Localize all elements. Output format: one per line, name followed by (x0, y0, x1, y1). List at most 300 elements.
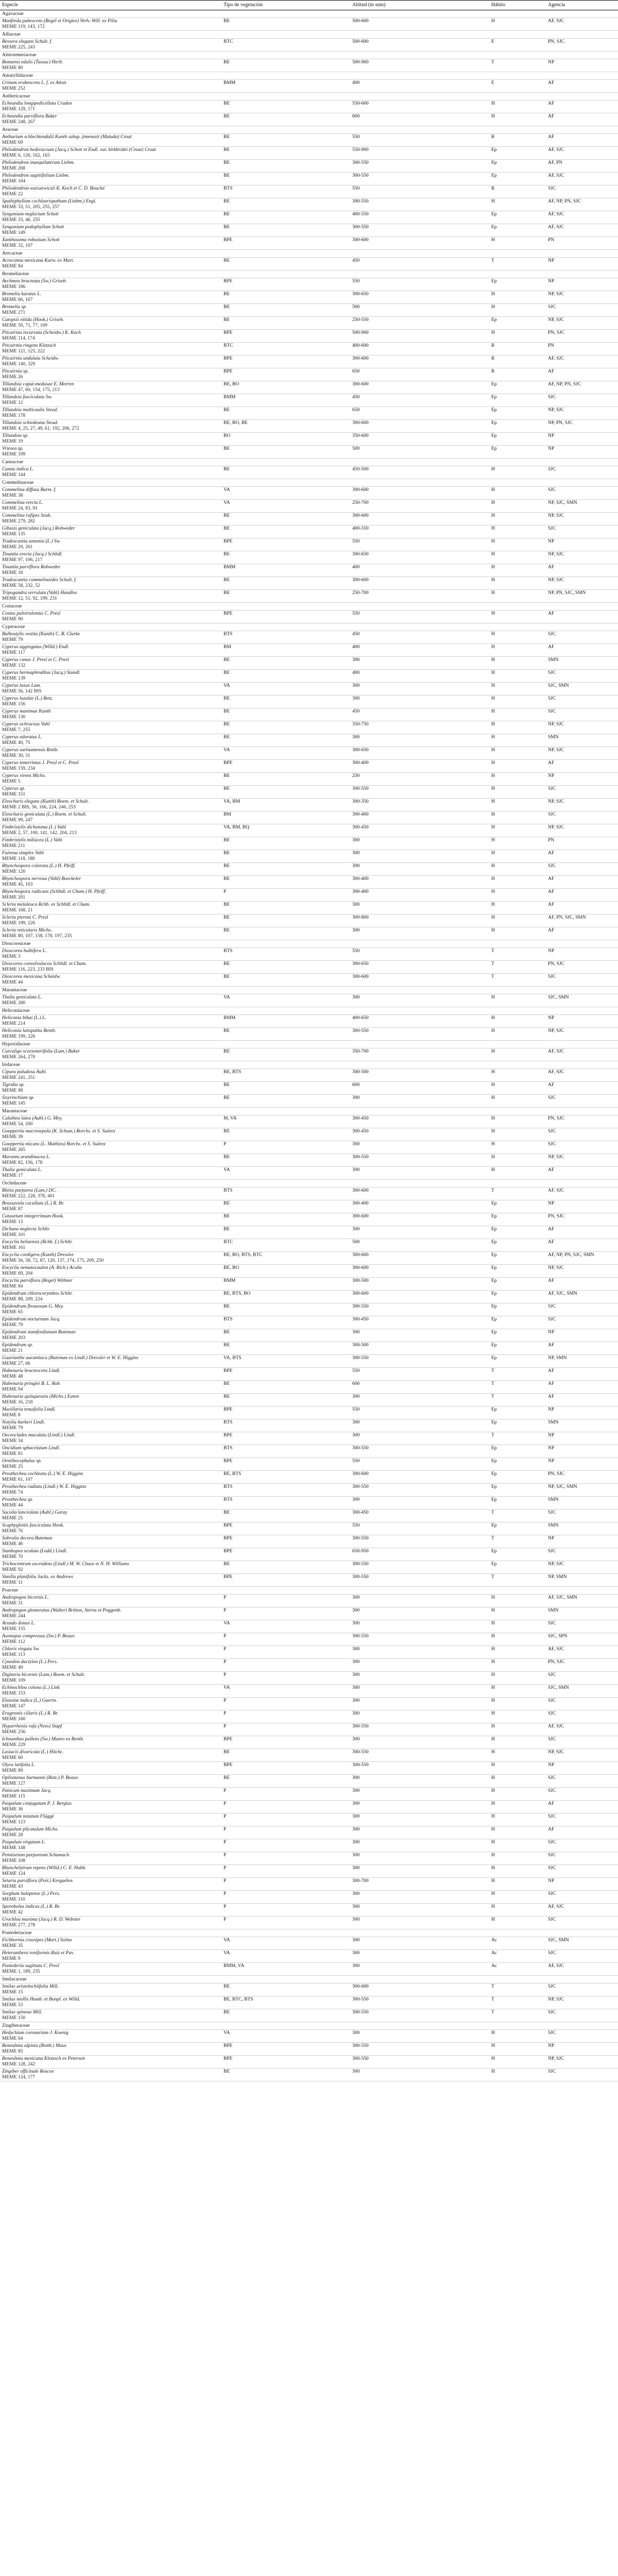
habit-value: H (489, 1698, 546, 1710)
species-cell (0, 1672, 221, 1685)
altitude-value: 300 (350, 1963, 489, 1976)
species-cell (0, 1522, 221, 1535)
agency-value: SJC (546, 526, 618, 538)
species-name: Tradescantia zanonia (L.) Sw. (2, 539, 61, 544)
altitude-value: 300 (350, 1950, 489, 1963)
species-row (0, 1839, 618, 1852)
altitude-value: 300 (350, 1672, 489, 1685)
species-cell (0, 278, 221, 291)
vegetation-type: BE (221, 1095, 350, 1108)
vegetation-type: BE (221, 1342, 350, 1355)
agency-value: AF (546, 1342, 618, 1355)
species-row (0, 185, 618, 198)
altitude-value: 400 (350, 644, 489, 657)
species-name: Philodendron sagittifolium Liebm. (2, 173, 70, 178)
species-cell (0, 1878, 221, 1891)
vegetation-type: BTS (221, 1497, 350, 1510)
vegetation-type: BMM, VA (221, 1963, 350, 1976)
family-name: Heliconiaceae (0, 1007, 618, 1015)
species-cell (0, 1595, 221, 1607)
agency-value: SJC (546, 1891, 618, 1904)
voucher-number: MEME 268 (2, 166, 26, 171)
species-row (0, 1984, 618, 1996)
species-name: Renealmia mexicana Klotzsch ex Petersen (2, 2056, 85, 2061)
voucher-number: MEME 40, 75 (2, 740, 30, 745)
species-row (0, 237, 618, 250)
vegetation-type: BE (221, 198, 350, 211)
voucher-number: MEME 120 (2, 869, 26, 874)
vegetation-type: BE (221, 526, 350, 538)
habit-value: H (489, 734, 546, 747)
altitude-value: 300-650 (350, 747, 489, 760)
vegetation-type: BTS (221, 185, 350, 198)
habit-value: R (489, 134, 546, 147)
species-row (0, 198, 618, 211)
voucher-number: MEME 110 (2, 1897, 25, 1902)
agency-value: NP (546, 1762, 618, 1775)
habit-value: Ep (489, 317, 546, 330)
agency-value: NP (546, 1015, 618, 1028)
altitude-value: 300-600 (350, 1984, 489, 1996)
altitude-value: 300-650 (350, 961, 489, 974)
habit-value: R (489, 368, 546, 381)
habit-value: H (489, 721, 546, 734)
habit-value: Ep (489, 1406, 546, 1419)
agency-value: SJC (546, 708, 618, 721)
species-name: Cyperus aggregatus (Willd.) Endl. (2, 645, 70, 650)
voucher-number: MEME 147 (2, 1704, 26, 1709)
agency-value: SJC (546, 466, 618, 479)
vegetation-type: VA (221, 1950, 350, 1963)
voucher-number: MEME 153 (2, 1691, 26, 1696)
habit-value: H (489, 824, 546, 837)
altitude-value: 300 (350, 1167, 489, 1180)
altitude-value: 300 (350, 1710, 489, 1723)
species-row (0, 1381, 618, 1394)
species-name: Axonopus compressus (Sw.) P. Beauv. (2, 1634, 76, 1639)
vegetation-type: P (221, 1659, 350, 1672)
voucher-number: MEME 118, 180 (2, 856, 35, 861)
family-row (0, 72, 618, 80)
species-row (0, 1917, 618, 1929)
habit-value: H (489, 611, 546, 623)
habit-value: H (489, 1672, 546, 1685)
habit-value: H (489, 564, 546, 577)
species-row (0, 1048, 618, 1061)
vegetation-type: BE (221, 1510, 350, 1522)
voucher-number: MEME 76 (2, 1529, 23, 1534)
table-header (0, 1, 618, 10)
species-row (0, 1950, 618, 1963)
species-name: Crinum erubescens L. f. ex Aiton (2, 80, 66, 86)
agency-value: AF, SJC (546, 1188, 618, 1200)
species-name: Eleocharis elegans (Kunth) Roem. et Schult. (2, 799, 89, 804)
voucher-number: MEME 132 (2, 663, 26, 668)
species-row (0, 734, 618, 747)
agency-value: AF, NP, PN, SJC (546, 381, 618, 394)
vegetation-type: BTC (221, 1239, 350, 1252)
family-name: Commelinaceae (0, 479, 618, 487)
agency-value: SJC (546, 1672, 618, 1685)
voucher-number: MEME 129, 171 (2, 107, 36, 112)
species-row (0, 1167, 618, 1180)
species-row (0, 317, 618, 330)
agency-value: SJC (546, 1548, 618, 1561)
agency-value: AF (546, 1826, 618, 1839)
altitude-value: 550 (350, 278, 489, 291)
altitude-value: 300-500 (350, 1342, 489, 1355)
voucher-number: MEME 229 (2, 1742, 26, 1748)
species-name: Encyclia nematocaulon (A. Rich.) Acuña (2, 1265, 82, 1270)
vegetation-type: VA (221, 1937, 350, 1950)
vegetation-type: VA, BTS (221, 1355, 350, 1368)
voucher-number: MEME 115 (2, 1794, 25, 1799)
species-cell (0, 113, 221, 126)
vegetation-type: BPE (221, 1406, 350, 1419)
species-row (0, 1015, 618, 1028)
voucher-number: MEME 199, 226 (2, 921, 36, 926)
agency-value: AF (546, 850, 618, 863)
species-row (0, 889, 618, 902)
habit-value: H (489, 1749, 546, 1762)
altitude-value: 300 (350, 1595, 489, 1607)
altitude-value: 500-600 (350, 18, 489, 31)
species-row (0, 1419, 618, 1432)
species-name: Fimbristylis dichotoma (L.) Vahl (2, 825, 66, 830)
voucher-number: MEME 56, 58, 72, 87, 120, 137, 174, 175, 209, 250 (2, 1258, 104, 1263)
species-row (0, 1788, 618, 1801)
species-name: Prosthechea radiata (Lindl.) W. E. Higgins (2, 1484, 87, 1489)
agency-value: SJC, SMN (546, 1685, 618, 1698)
species-name: Thalia geniculata L. (2, 1167, 42, 1173)
voucher-number: MEME 25 (2, 1516, 23, 1521)
altitude-value: 300-550 (350, 1445, 489, 1458)
species-name: Pennisetum purpureum Schumach. (2, 1853, 71, 1858)
vegetation-type: M, VA (221, 1115, 350, 1128)
species-row (0, 134, 618, 147)
altitude-value: 300 (350, 1141, 489, 1154)
vegetation-type: P (221, 1801, 350, 1814)
vegetation-type: VA (221, 500, 350, 513)
species-name: Scleria pterota C. Presl (2, 915, 48, 920)
vegetation-type: BTS (221, 1445, 350, 1458)
voucher-number: MEME 48 (2, 1374, 23, 1379)
species-name: Zingiber officinale Roscoe (2, 2069, 54, 2074)
altitude-value: 300-450 (350, 1510, 489, 1522)
altitude-value: 300-450 (350, 1115, 489, 1128)
species-cell (0, 304, 221, 317)
species-cell (0, 1736, 221, 1749)
species-cell (0, 1213, 221, 1226)
species-cell (0, 1252, 221, 1265)
habit-value: Ep (489, 1252, 546, 1265)
altitude-value: 500-900 (350, 330, 489, 343)
species-name: Bromelia sp. (2, 304, 27, 310)
species-cell (0, 1535, 221, 1548)
agency-value: SJC (546, 1984, 618, 1996)
altitude-value: 300 (350, 1226, 489, 1239)
species-cell (0, 773, 221, 786)
agency-value: NP, SJC (546, 1154, 618, 1167)
species-cell (0, 1329, 221, 1342)
species-cell (0, 876, 221, 889)
species-cell (0, 902, 221, 914)
species-row (0, 1458, 618, 1471)
species-name: Tigridia sp. (2, 1082, 25, 1088)
species-cell (0, 526, 221, 538)
species-cell (0, 1200, 221, 1213)
altitude-value: 300-600 (350, 513, 489, 526)
family-name: Smilacaceae (0, 1976, 618, 1984)
agency-value: AF (546, 100, 618, 113)
voucher-number: MEME 66, 167 (2, 297, 33, 302)
species-cell (0, 760, 221, 773)
voucher-number: MEME 13 (2, 1219, 23, 1225)
species-name: Encyclia cordigera (Kunth) Dressler (2, 1252, 74, 1258)
agency-value: NP, SJC, SMN (546, 500, 618, 513)
vegetation-type: P (221, 1698, 350, 1710)
species-name: Ornithocephalus sp. (2, 1459, 42, 1464)
voucher-number: MEME 27, 66 (2, 1361, 30, 1366)
species-row (0, 1633, 618, 1646)
voucher-number: MEME 109 (2, 1678, 26, 1683)
species-row (0, 1762, 618, 1775)
agency-value: SJC (546, 670, 618, 683)
voucher-number: MEME 214 (2, 1021, 26, 1026)
species-name: Oplismenus burmanni (Retz.) P. Beauv. (2, 1775, 79, 1781)
voucher-number: MEME 33, 51, 205, 255, 257 (2, 205, 60, 210)
voucher-number: MEME 130 (2, 715, 26, 720)
agency-value: AF (546, 611, 618, 623)
species-name: Spathiphyllum cochlearispathum (Liebm.) Engl. (2, 199, 96, 204)
voucher-number: MEME 124, 177 (2, 2075, 36, 2080)
voucher-number: MEME 30, 31 (2, 753, 30, 758)
species-cell (0, 837, 221, 850)
voucher-number: MEME 12, 51, 92, 199, 231 (2, 596, 57, 601)
species-name: Bromelia karatas L. (2, 292, 41, 297)
voucher-number: MEME 92 (2, 1567, 23, 1572)
agency-value: PN (546, 343, 618, 355)
altitude-value: 550 (350, 185, 489, 198)
agency-value: AF, PN (546, 160, 618, 173)
voucher-number: MEME 90 (2, 617, 23, 622)
altitude-value: 300-550 (350, 1154, 489, 1167)
altitude-value: 300-600 (350, 420, 489, 433)
species-row (0, 291, 618, 304)
species-row (0, 1801, 618, 1814)
species-row (0, 433, 618, 446)
agency-value: SJC (546, 2009, 618, 2022)
habit-value: E (489, 80, 546, 93)
agency-value: NP, SJC (546, 317, 618, 330)
vegetation-type: BE (221, 1048, 350, 1061)
species-cell (0, 1996, 221, 2009)
species-name: Epidendrum chlorocorymbos Schltr. (2, 1291, 73, 1296)
agency-value: NP (546, 1878, 618, 1891)
altitude-value: 300 (350, 1826, 489, 1839)
voucher-number: MEME 15 (2, 1990, 23, 1995)
altitude-value: 300-600 (350, 1471, 489, 1484)
species-row (0, 1028, 618, 1041)
species-row (0, 526, 618, 538)
species-name: Rhynchospora radicans (Schltdl. et Cham.) H. Pfeiff. (2, 889, 106, 894)
vegetation-type: P (221, 1633, 350, 1646)
agency-value: SJC (546, 185, 618, 198)
species-name: Epidendrum nocturnum Jacq. (2, 1317, 61, 1322)
voucher-number: MEME 203 (2, 1335, 26, 1341)
agency-value: SJC (546, 696, 618, 708)
species-name: Manfreda pubescens (Regel et Ortgies) Verh.-Will. ex Pilia (2, 19, 117, 24)
species-row (0, 1291, 618, 1303)
species-cell (0, 850, 221, 863)
voucher-number: MEME 69 (2, 140, 23, 145)
species-name: Andropogon bicornis L. (2, 1595, 49, 1600)
altitude-value: 550 (350, 538, 489, 551)
species-cell (0, 1852, 221, 1865)
vegetation-type: BTS (221, 948, 350, 961)
vegetation-type: BTS (221, 1316, 350, 1329)
species-cell (0, 961, 221, 974)
habit-value: Ep (489, 1213, 546, 1226)
species-cell (0, 1950, 221, 1963)
voucher-number: MEME 155 (2, 1626, 26, 1632)
habit-value: H (489, 487, 546, 500)
species-row (0, 1406, 618, 1419)
family-name: Costaceae (0, 603, 618, 611)
species-name: Acrocomia mexicana Karw. ex Mart. (2, 258, 74, 263)
habit-value: H (489, 198, 546, 211)
species-name: Goeppertia micans (L. Mathieu) Borchs. et S. Suárez (2, 1142, 106, 1147)
vegetation-type: BE (221, 1749, 350, 1762)
species-cell (0, 1342, 221, 1355)
altitude-value: 300 (350, 1419, 489, 1432)
vegetation-type: BMM (221, 564, 350, 577)
agency-value: AF (546, 1381, 618, 1394)
species-name: Xanthosoma robustum Schott (2, 238, 60, 243)
habit-value: H (489, 1891, 546, 1904)
voucher-number: MEME 32, 107 (2, 243, 33, 248)
voucher-number: MEME 104 (2, 179, 26, 184)
agency-value: SJC (546, 1620, 618, 1633)
species-cell (0, 811, 221, 824)
voucher-number: MEME 46 (2, 1541, 23, 1547)
agency-value: PN, SJC (546, 330, 618, 343)
species-row (0, 466, 618, 479)
altitude-value: 300 (350, 1917, 489, 1929)
species-row (0, 1522, 618, 1535)
habit-value: H (489, 1141, 546, 1154)
agency-value: SJC (546, 1128, 618, 1141)
vegetation-type: BPE (221, 1574, 350, 1587)
agency-value: AF, SJC (546, 1646, 618, 1659)
voucher-number: MEME 38 (2, 493, 23, 498)
agency-value: SJC (546, 974, 618, 987)
species-cell (0, 1865, 221, 1878)
voucher-number: MEME 61, 107 (2, 1477, 33, 1482)
species-row (0, 1239, 618, 1252)
agency-value: SJC (546, 786, 618, 799)
species-name: Rhynchelytrum repens (Willd.) C. E. Hubb. (2, 1866, 87, 1871)
species-name: Anthurium schlechtendalii Kunth subsp. jimenezii (Matuda) Croat (2, 134, 132, 140)
species-cell (0, 381, 221, 394)
voucher-number: MEME 199 (2, 452, 26, 457)
species-cell (0, 330, 221, 343)
habit-value: T (489, 258, 546, 270)
altitude-value: 300 (350, 1839, 489, 1852)
altitude-value: 400 (350, 80, 489, 93)
altitude-value: 300-650 (350, 551, 489, 564)
agency-value: AF, PN, SJC, SMN (546, 914, 618, 927)
species-row (0, 747, 618, 760)
voucher-number: MEME 161 (2, 1245, 26, 1250)
agency-value: SJC (546, 1736, 618, 1749)
family-row (0, 479, 618, 487)
voucher-number: MEME 25 (2, 1464, 23, 1469)
agency-value: SJC (546, 304, 618, 317)
species-name: Bulbostylis vestita (Kunth) C. B. Clarke (2, 632, 80, 637)
species-row (0, 1497, 618, 1510)
species-cell (0, 1015, 221, 1028)
habit-value: H (489, 1595, 546, 1607)
altitude-value: 300 (350, 1698, 489, 1710)
species-cell (0, 551, 221, 564)
species-row (0, 773, 618, 786)
species-row (0, 1865, 618, 1878)
species-cell (0, 1471, 221, 1484)
species-name: Sorghum halepense (L.) Pers. (2, 1891, 60, 1896)
agency-value: NP, PN, SJC (546, 420, 618, 433)
altitude-value: 300-700 (350, 1878, 489, 1891)
species-row (0, 948, 618, 961)
species-cell (0, 631, 221, 644)
vegetation-type: BE (221, 734, 350, 747)
vegetation-type: P (221, 1646, 350, 1659)
family-name: Amaryllidaceae (0, 72, 618, 80)
species-name: Echeandia longipedicellata Cruden (2, 101, 72, 106)
altitude-value: 400 (350, 670, 489, 683)
altitude-value: 300-550 (350, 1355, 489, 1368)
vegetation-type: BE (221, 466, 350, 479)
species-cell (0, 657, 221, 670)
species-row (0, 837, 618, 850)
habit-value: H (489, 2056, 546, 2069)
habit-value: H (489, 1095, 546, 1108)
species-name: Cyperus laxus Lam. (2, 683, 41, 688)
vegetation-type: BE (221, 147, 350, 160)
voucher-number: MEME 21 (2, 1348, 23, 1353)
species-name: Epidendrum sp. (2, 1343, 33, 1348)
voucher-number: MEME 31 (2, 1601, 23, 1606)
habit-value: H (489, 526, 546, 538)
family-row (0, 1976, 618, 1984)
species-name: Pontederia sagittata C. Presl (2, 1963, 60, 1969)
species-name: Curculigo scorzonerifolia (Lam.) Baker (2, 1049, 80, 1054)
voucher-number: MEME 28 (2, 1833, 23, 1838)
habit-value: H (489, 811, 546, 824)
voucher-number: MEME 49 (2, 1665, 23, 1670)
species-name: Pitcairnia recurvata (Scheidw.) K. Koch (2, 330, 81, 335)
voucher-number: MEME 145 (2, 1101, 26, 1106)
species-cell (0, 974, 221, 987)
species-row (0, 1342, 618, 1355)
altitude-value: 650-950 (350, 1548, 489, 1561)
altitude-value: 300-550 (350, 1303, 489, 1316)
species-row (0, 1878, 618, 1891)
altitude-value: 300 (350, 1775, 489, 1788)
species-cell (0, 611, 221, 623)
vegetation-type: P (221, 889, 350, 902)
species-row (0, 876, 618, 889)
